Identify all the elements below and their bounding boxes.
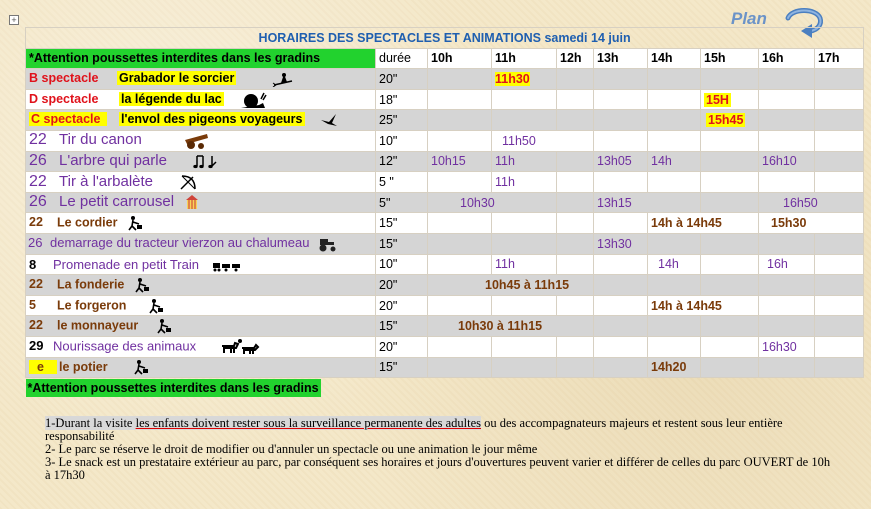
activity-cell — [26, 151, 376, 172]
worker-icon — [156, 318, 172, 334]
table-row — [26, 89, 864, 110]
activity-cell — [26, 172, 376, 193]
duration-cell: 20" — [376, 275, 428, 296]
activity-cell — [26, 69, 376, 90]
time-cell: 11h30 — [495, 71, 530, 86]
duration-cell: 15" — [376, 233, 428, 254]
activity-cell — [26, 89, 376, 110]
location-number: 22 — [29, 172, 47, 190]
spectacle-name: Grabador le sorcier — [119, 71, 235, 86]
note-1-suffix: ou des accompagnateurs majeurs et restent sous leur entière responsabilité — [45, 416, 783, 443]
duration-cell: 18" — [376, 89, 428, 110]
duration-cell: 10" — [376, 130, 428, 151]
hour-header: 11h — [492, 48, 557, 69]
duration-cell: 20" — [376, 69, 428, 90]
duration-cell: 10" — [376, 254, 428, 275]
worker-icon — [127, 215, 143, 231]
activity-cell — [26, 295, 376, 316]
stroller-warning-bottom: *Attention poussettes interdites dans les gradins — [27, 381, 319, 396]
table-row — [26, 316, 864, 337]
time-cell: 16h50 — [759, 192, 864, 213]
time-cell: 16h10 — [759, 151, 815, 172]
activity-name: Promenade en petit Train — [53, 256, 199, 272]
activity-name: le monnayeur — [57, 318, 139, 333]
time-cell: 16h — [759, 254, 815, 275]
train-icon — [212, 260, 242, 272]
note-3: 3- Le snack est un prestataire extérieur au parc, par conséquent ses horaires et jours d'ouvertures peuvent varier et différer de celles du parc OUVERT de 10h à 17h30 — [45, 455, 831, 482]
activity-name: La fonderie — [57, 277, 125, 292]
activity-cell — [26, 110, 376, 131]
table-row — [26, 275, 864, 296]
activity-cell — [26, 275, 376, 296]
activity-cell — [26, 233, 376, 254]
hour-header: 15h — [701, 48, 759, 69]
duration-cell: 25" — [376, 110, 428, 131]
time-cell: 10h30 — [428, 192, 557, 213]
worker-icon — [134, 277, 150, 293]
cannon-icon — [181, 132, 211, 150]
table-row — [26, 233, 864, 254]
stroller-warning-top: *Attention poussettes interdites dans les gradins — [26, 48, 376, 69]
hour-header: 13h — [594, 48, 648, 69]
hour-header: 12h — [557, 48, 594, 69]
table-row — [26, 130, 864, 151]
spectacle-code: D spectacle — [29, 91, 99, 106]
time-cell: 13h30 — [594, 233, 648, 254]
plan-link[interactable]: Plan — [731, 9, 767, 28]
activity-name: demarrage du tracteur vierzon au chalumeau — [50, 235, 310, 251]
table-row — [26, 110, 864, 131]
spectacle-code: B spectacle — [29, 71, 99, 86]
spectacle-name: la légende du lac — [121, 91, 222, 106]
table-anchor-icon[interactable]: + — [9, 15, 19, 25]
bird-icon — [320, 112, 338, 128]
time-cell: 13h15 — [594, 192, 701, 213]
schedule-table — [25, 27, 864, 398]
activity-cell — [26, 213, 376, 234]
hour-header: 16h — [759, 48, 815, 69]
activity-cell — [26, 254, 376, 275]
hour-header: 10h — [428, 48, 492, 69]
table-row — [26, 254, 864, 275]
activity-name: L'arbre qui parle — [59, 152, 167, 170]
time-cell: 15h45 — [708, 113, 744, 128]
location-number: 8 — [29, 256, 37, 272]
time-cell: 10h45 à 11h15 — [428, 275, 594, 296]
duration-cell: 20" — [376, 336, 428, 357]
time-cell: 14h — [648, 151, 701, 172]
duration-cell: 20" — [376, 295, 428, 316]
activity-name: Le cordier — [57, 215, 118, 230]
hour-header: 17h — [815, 48, 864, 69]
time-cell: 10h30 à 11h15 — [428, 316, 594, 337]
location-number: 26 — [29, 193, 47, 211]
time-cell: 14h à 14h45 — [648, 213, 759, 234]
hour-header: 14h — [648, 48, 701, 69]
music-notes-icon — [192, 154, 218, 170]
location-number: 22 — [29, 277, 43, 292]
farm-animals-icon — [220, 338, 260, 356]
activity-cell — [26, 192, 376, 213]
time-cell: 15h30 — [759, 213, 864, 234]
tractor-icon — [317, 236, 337, 252]
table-row — [26, 357, 864, 378]
time-cell: 13h05 — [594, 151, 648, 172]
time-cell: 11h50 — [492, 130, 594, 151]
activity-name: Tir du canon — [59, 131, 142, 149]
location-number: 29 — [29, 338, 44, 353]
activity-name: Tir à l'arbalète — [59, 172, 154, 190]
table-row — [26, 295, 864, 316]
activity-cell — [26, 336, 376, 357]
table-row — [26, 336, 864, 357]
activity-name: Nourissage des animaux — [53, 338, 197, 353]
table-row — [26, 69, 864, 90]
worker-icon — [148, 298, 164, 314]
table-row — [26, 213, 864, 234]
activity-name: le potier — [59, 359, 108, 374]
time-cell: 10h15 — [428, 151, 492, 172]
activity-cell — [26, 130, 376, 151]
table-row — [26, 192, 864, 213]
carousel-icon — [184, 194, 200, 212]
duration-cell: 5 " — [376, 172, 428, 193]
time-cell: 14h à 14h45 — [648, 295, 759, 316]
location-number: 22 — [29, 215, 43, 230]
duration-cell: 15" — [376, 357, 428, 378]
spectacle-code: C spectacle — [29, 112, 107, 126]
time-cell: 16h30 — [759, 336, 815, 357]
witch-icon — [272, 71, 294, 87]
activity-name: Le petit carrousel — [59, 193, 175, 211]
snail-icon — [239, 91, 267, 109]
time-cell: 11h — [492, 172, 557, 193]
note-1-prefix: 1-Durant la visite — [45, 416, 136, 430]
worker-icon — [133, 359, 149, 375]
location-number: 22 — [29, 318, 43, 333]
location-number: 5 — [29, 297, 36, 312]
time-cell: 14h20 — [648, 357, 701, 378]
time-cell: 14h — [648, 254, 701, 275]
duration-cell: 5" — [376, 192, 428, 213]
note-1 — [45, 417, 835, 443]
note-1-underlined: les enfants doivent rester sous la surveillance permanente des adultes — [135, 416, 481, 430]
activity-cell — [26, 357, 376, 378]
location-number: e — [29, 360, 57, 374]
table-row — [26, 151, 864, 172]
crossbow-icon — [179, 173, 199, 191]
duration-header: durée — [376, 48, 428, 69]
location-number: 26 — [28, 235, 43, 251]
schedule-title: HORAIRES DES SPECTACLES ET ANIMATIONS samedi 14 juin — [26, 28, 864, 49]
note-2: 2- Le parc se réserve le droit de modifier ou d'annuler un spectacle ou une animation le jour même — [45, 442, 538, 456]
location-number: 22 — [29, 131, 47, 149]
time-cell: 11h — [492, 254, 557, 275]
duration-cell: 12" — [376, 151, 428, 172]
time-cell: 11h — [492, 151, 557, 172]
spectacle-name: l'envol des pigeons voyageurs — [121, 112, 303, 127]
table-row — [26, 172, 864, 193]
notes-block — [45, 417, 835, 482]
duration-cell: 15" — [376, 213, 428, 234]
activity-name: Le forgeron — [57, 297, 127, 312]
time-cell: 15H — [706, 92, 729, 107]
location-number: 26 — [29, 152, 47, 170]
duration-cell: 15" — [376, 316, 428, 337]
activity-cell — [26, 316, 376, 337]
